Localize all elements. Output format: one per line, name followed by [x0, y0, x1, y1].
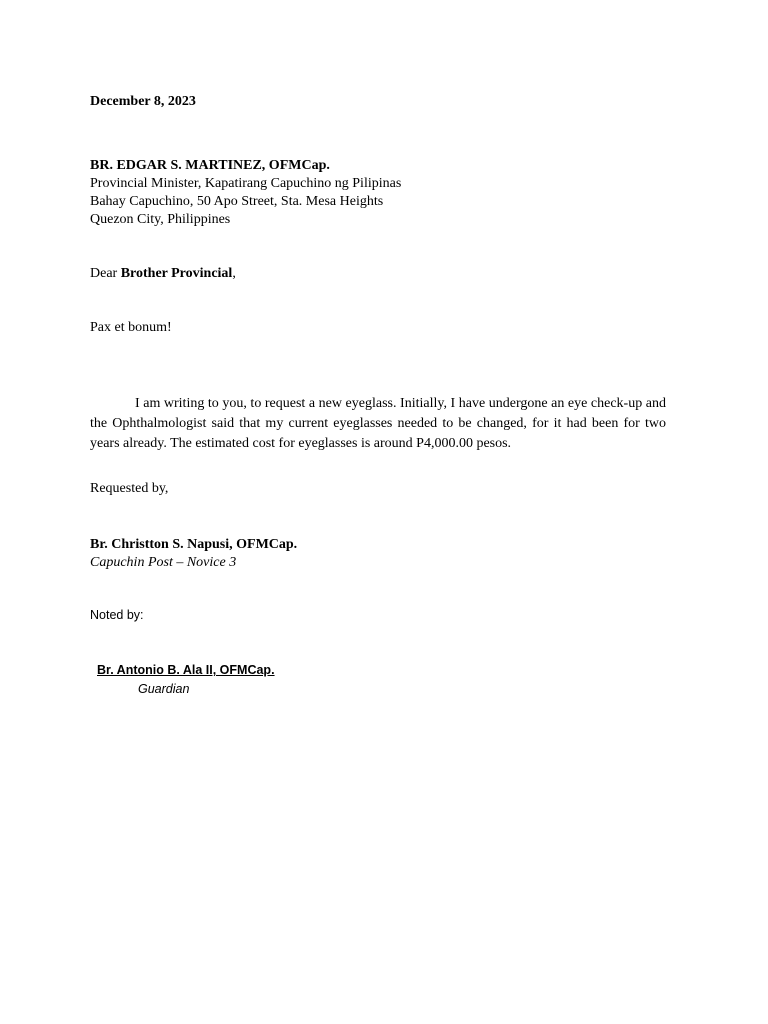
- recipient-address-line-3: Quezon City, Philippines: [90, 212, 231, 227]
- greeting: Pax et bonum!: [90, 320, 172, 335]
- noter-name: Br. Antonio B. Ala II, OFMCap.: [97, 663, 275, 677]
- recipient-address-line-2: Bahay Capuchino, 50 Apo Street, Sta. Mesa Heights: [90, 194, 384, 209]
- letter-body: I am writing to you, to request a new eyeglass. Initially, I have undergone an eye check-up and the Ophthalmologist said that my current eyeglasses needed to be changed, for it had been for two years already. The estimated cost for eyeglasses is around P4,000.00 pesos.: [90, 396, 666, 451]
- salutation-title: Brother Provincial: [120, 266, 233, 281]
- recipient-name: BR. EDGAR S. MARTINEZ, OFMCap.: [90, 158, 330, 173]
- salutation-prefix: Dear: [90, 266, 121, 281]
- salutation: [90, 265, 236, 283]
- signatory-position: Capuchin Post – Novice 3: [90, 555, 237, 570]
- signatory-name: Br. Christton S. Napusi, OFMCap.: [90, 537, 298, 552]
- noter-position: Guardian: [138, 682, 190, 696]
- recipient-address-line-1: Provincial Minister, Kapatirang Capuchino ng Pilipinas: [90, 176, 402, 191]
- closing: Requested by,: [90, 481, 169, 496]
- salutation-suffix: ,: [232, 266, 236, 281]
- letter-date: December 8, 2023: [90, 94, 196, 109]
- signatory-block: [90, 536, 297, 572]
- noted-by-label: Noted by:: [90, 608, 144, 622]
- recipient-block: [90, 157, 401, 229]
